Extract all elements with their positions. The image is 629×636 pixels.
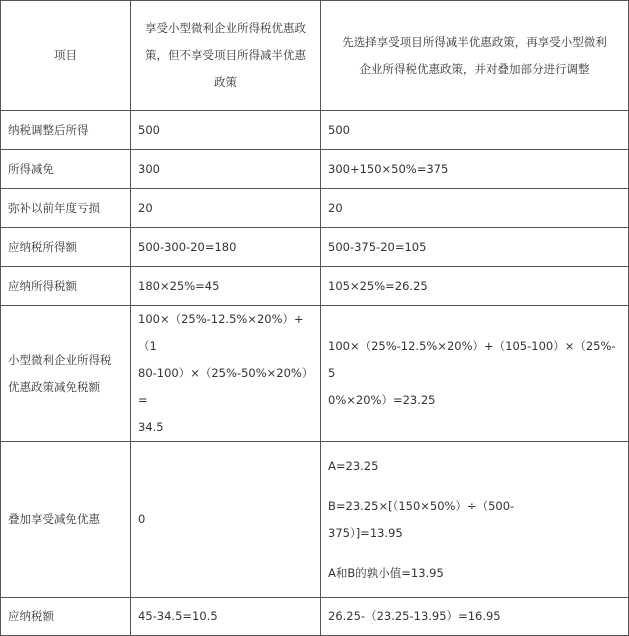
row-option-b-cell: 500 [321, 111, 629, 150]
row-option-b-cell: 26.25-（23.25-13.95）=16.95 [321, 598, 629, 636]
row-option-b-cell: 500-375-20=105 [321, 228, 629, 267]
row-item-cell: 应纳税所得额 [1, 228, 131, 267]
row-option-a-cell: 300 [131, 150, 321, 189]
line-spacer [328, 547, 621, 560]
row-option-a-cell: 180×25%=45 [131, 267, 321, 306]
table-row [1, 150, 629, 189]
row-option-a-cell: 20 [131, 189, 321, 228]
line-spacer [328, 480, 621, 493]
row-item-cell: 弥补以前年度亏损 [1, 189, 131, 228]
row-item-cell: 叠加享受减免优惠 [1, 442, 131, 598]
row-option-a-cell: 500 [131, 111, 321, 150]
row-option-a-cell: 0 [131, 442, 321, 598]
header-option-a-cell: 享受小型微利企业所得税优惠政 策，但不享受项目所得减半优惠 政策 [131, 1, 321, 111]
table-row [1, 442, 629, 598]
row-item-cell: 小型微利企业所得税 优惠政策减免税额 [1, 306, 131, 442]
row-option-a-cell: 500-300-20=180 [131, 228, 321, 267]
table-row [1, 189, 629, 228]
header-option-b-cell: 先选择享受项目所得减半优惠政策，再享受小型微利 企业所得税优惠政策，并对叠加部分进行调整 [321, 1, 629, 111]
row-item-cell: 纳税调整后所得 [1, 111, 131, 150]
row-option-a-cell: 45-34.5=10.5 [131, 598, 321, 636]
table-row [1, 228, 629, 267]
row-item-cell: 所得减免 [1, 150, 131, 189]
row-option-a-cell: 100×（25%-12.5%×20%）+（1 80-100）×（25%-50%×20%）= 34.5 [131, 306, 321, 442]
row-item-cell: 应纳所得税额 [1, 267, 131, 306]
row-option-b-cell: 100×（25%-12.5%×20%）+（105-100）×（25%-5 0%×20%）=23.25 [321, 306, 629, 442]
row-item-cell: 应纳税额 [1, 598, 131, 636]
row-option-b-cell: 105×25%=26.25 [321, 267, 629, 306]
table-row [1, 111, 629, 150]
row-option-b-cell: 300+150×50%=375 [321, 150, 629, 189]
table-header-row [1, 1, 629, 111]
header-item-cell: 项目 [1, 1, 131, 111]
row-option-b-cell: A=23.25 B=23.25×[（150×50%）÷（500- 375）]=13.95 A和B的孰小值=13.95 [321, 442, 629, 598]
row-option-b-cell: 20 [321, 189, 629, 228]
table-row [1, 598, 629, 636]
table-row [1, 267, 629, 306]
table-row [1, 306, 629, 442]
